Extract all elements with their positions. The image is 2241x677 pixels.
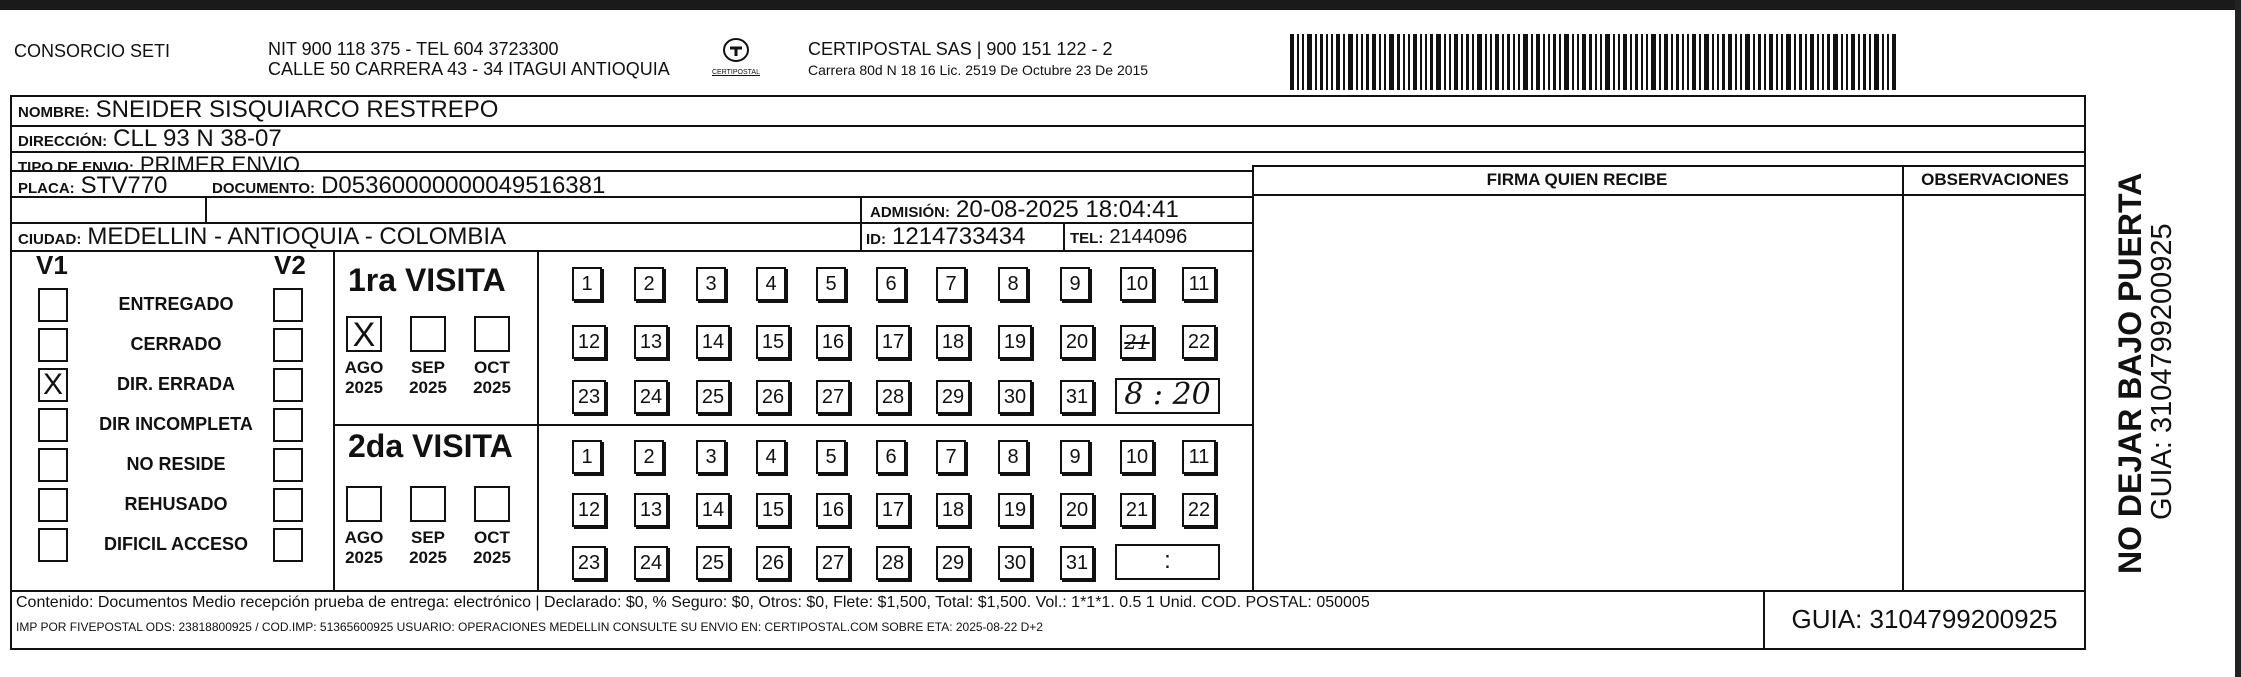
visit2-day-cell[interactable]: 27 bbox=[816, 546, 850, 580]
visit1-day-cell[interactable]: 18 bbox=[936, 325, 970, 359]
visit2-year-label: 2025 bbox=[473, 548, 511, 567]
visit1-day-cell[interactable]: 22 bbox=[1182, 325, 1216, 359]
visit2-day-cell[interactable]: 1 bbox=[572, 440, 602, 474]
barcode bbox=[1290, 34, 1930, 90]
barcode-bar bbox=[1764, 34, 1766, 90]
v2-checkbox[interactable] bbox=[273, 328, 303, 362]
barcode-bar bbox=[1589, 34, 1592, 90]
nombre-row bbox=[18, 96, 498, 124]
visit1-day-cell[interactable]: 20 bbox=[1060, 325, 1094, 359]
visit1-day-cell[interactable]: 27 bbox=[816, 380, 850, 414]
v2-checkbox[interactable] bbox=[273, 488, 303, 522]
barcode-bar bbox=[1548, 34, 1550, 90]
barcode-bar bbox=[1348, 34, 1353, 90]
visit1-year-label: 2025 bbox=[473, 378, 511, 397]
barcode-bar bbox=[1436, 34, 1441, 90]
no-dejar-text: NO DEJAR BAJO PUERTA bbox=[2112, 172, 2148, 574]
visit2-day-cell[interactable]: 3 bbox=[696, 440, 726, 474]
barcode-bar bbox=[1518, 34, 1520, 90]
barcode-bar bbox=[1799, 34, 1802, 90]
barcode-bar bbox=[1320, 34, 1323, 90]
visit2-day-cell[interactable]: 16 bbox=[816, 493, 850, 527]
barcode-bar bbox=[1472, 34, 1474, 90]
visit1-day-cell[interactable]: 10 bbox=[1120, 267, 1154, 301]
status-reason-label: DIR. ERRADA bbox=[116, 374, 235, 394]
barcode-bar bbox=[1379, 34, 1381, 90]
visit1-time[interactable]: 8 : 20 bbox=[1115, 378, 1220, 414]
direccion-value: CLL 93 N 38-07 bbox=[113, 125, 282, 152]
barcode-bar bbox=[1502, 34, 1504, 90]
visit1-day-cell[interactable]: 5 bbox=[816, 267, 846, 301]
visit1-day-cell[interactable]: 21 bbox=[1120, 325, 1154, 359]
visit1-day-cell[interactable]: 13 bbox=[634, 325, 668, 359]
visit1-day-cell[interactable]: 11 bbox=[1182, 267, 1216, 301]
barcode-bar bbox=[1336, 34, 1340, 90]
status-reason-label: CERRADO bbox=[130, 334, 222, 354]
logo-mark-icon bbox=[721, 36, 751, 64]
barcode-bar bbox=[1851, 34, 1855, 90]
barcode-bar bbox=[1454, 34, 1458, 90]
visit1-day-cell[interactable]: 23 bbox=[572, 380, 606, 414]
visit2-day-cell[interactable]: 17 bbox=[876, 493, 910, 527]
admision-label: ADMISIÓN: bbox=[870, 204, 950, 221]
barcode-bar bbox=[1728, 34, 1732, 90]
visit2-day-cell[interactable]: 29 bbox=[936, 546, 970, 580]
barcode-bar bbox=[1887, 34, 1889, 90]
visit2-day-cell[interactable]: 23 bbox=[572, 546, 606, 580]
barcode-bar bbox=[1659, 34, 1661, 90]
visit1-month-label: OCT bbox=[474, 358, 510, 377]
barcode-bar bbox=[1397, 34, 1400, 90]
visit1-day-cell[interactable]: 6 bbox=[876, 267, 906, 301]
barcode-bar bbox=[1430, 34, 1433, 90]
visit2-day-cell[interactable]: 24 bbox=[634, 546, 668, 580]
barcode-bar bbox=[1892, 34, 1896, 90]
visit1-day-cell[interactable]: 14 bbox=[696, 325, 730, 359]
barcode-bar bbox=[1372, 34, 1376, 90]
barcode-bar bbox=[1577, 34, 1579, 90]
tel-value: 2144096 bbox=[1109, 226, 1188, 248]
visit2-year-label: 2025 bbox=[409, 548, 447, 567]
direccion-label: DIRECCIÓN: bbox=[18, 133, 108, 150]
visit2-year-label: 2025 bbox=[345, 548, 383, 567]
barcode-bar bbox=[1635, 34, 1638, 90]
contenido-line: Contenido: Documentos Medio recepción prueba de entrega: electrónico | Declarado: $0, % Seguro: $0, Otros: $0, Flete: $1,500, Total: $1,500. Vol.: 1*1*1. 0.5 1 Unid. COD. POSTAL: 050005 bbox=[16, 594, 1370, 611]
barcode-bar bbox=[1302, 34, 1304, 90]
barcode-bar bbox=[1564, 34, 1569, 90]
barcode-bar bbox=[1817, 34, 1819, 90]
visit2-day-cell[interactable]: 19 bbox=[998, 493, 1032, 527]
visit1-day-cell[interactable]: 7 bbox=[936, 267, 966, 301]
barcode-bar bbox=[1671, 34, 1673, 90]
barcode-bar bbox=[1543, 34, 1545, 90]
direccion-row bbox=[18, 125, 282, 153]
v2-checkbox[interactable] bbox=[273, 408, 303, 442]
visit2-day-cell[interactable]: 15 bbox=[756, 493, 790, 527]
barcode-bar bbox=[1389, 34, 1394, 90]
barcode-bar bbox=[1613, 34, 1615, 90]
visit1-day-cell[interactable]: 30 bbox=[998, 380, 1032, 414]
barcode-bar bbox=[1630, 34, 1632, 90]
visit1-day-cell[interactable]: 28 bbox=[876, 380, 910, 414]
barcode-bar bbox=[1425, 34, 1427, 90]
visit2-day-cell[interactable]: 25 bbox=[696, 546, 730, 580]
placa-label: PLACA: bbox=[18, 180, 75, 197]
barcode-bar bbox=[1805, 34, 1807, 90]
barcode-bar bbox=[1507, 34, 1510, 90]
visit2-day-cell[interactable]: 21 bbox=[1120, 493, 1154, 527]
barcode-bar bbox=[1769, 34, 1773, 90]
visit1-year-label: 2025 bbox=[409, 378, 447, 397]
visit1-day-cell[interactable]: 26 bbox=[756, 380, 790, 414]
status-reason-label: NO RESIDE bbox=[126, 454, 226, 474]
barcode-bar bbox=[1651, 34, 1656, 90]
visit2-day-cell[interactable]: 14 bbox=[696, 493, 730, 527]
nombre-label: NOMBRE: bbox=[18, 104, 90, 121]
certipostal-logo bbox=[705, 36, 767, 86]
visit1-title: 1ra VISITA bbox=[348, 262, 506, 298]
barcode-bar bbox=[1605, 34, 1610, 90]
barcode-bar bbox=[1403, 34, 1405, 90]
v1-checkbox[interactable]: X bbox=[38, 368, 68, 402]
visit2-day-cell[interactable]: 18 bbox=[936, 493, 970, 527]
barcode-bar bbox=[1712, 34, 1714, 90]
visit2-day-cell[interactable]: 10 bbox=[1120, 440, 1154, 474]
documento-value: D05360000000049516381 bbox=[321, 172, 606, 199]
barcode-bar bbox=[1600, 34, 1602, 90]
visit2-day-cell[interactable]: 13 bbox=[634, 493, 668, 527]
logo-text: CERTIPOSTAL bbox=[712, 69, 760, 76]
v1-checkbox[interactable] bbox=[38, 288, 68, 322]
barcode-bar bbox=[1745, 34, 1750, 90]
visit2-day-cell[interactable]: 7 bbox=[936, 440, 966, 474]
barcode-bar bbox=[1366, 34, 1369, 90]
visit1-year-label: 2025 bbox=[345, 378, 383, 397]
nombre-value: SNEIDER SISQUIARCO RESTREPO bbox=[95, 96, 499, 123]
barcode-bar bbox=[1822, 34, 1824, 90]
barcode-bar bbox=[1408, 34, 1410, 90]
v2-checkbox[interactable] bbox=[273, 448, 303, 482]
barcode-bar bbox=[1449, 34, 1451, 90]
barcode-bar bbox=[1553, 34, 1556, 90]
visit2-day-cell[interactable]: 26 bbox=[756, 546, 790, 580]
status-reason-label: DIR INCOMPLETA bbox=[99, 414, 253, 434]
visit2-month-label: AGO bbox=[344, 528, 384, 547]
barcode-bar bbox=[1786, 34, 1791, 90]
visit2-day-cell[interactable]: 6 bbox=[876, 440, 906, 474]
v2-checkbox[interactable] bbox=[273, 368, 303, 402]
barcode-bar bbox=[1531, 34, 1533, 90]
barcode-bar bbox=[1735, 34, 1737, 90]
barcode-bar bbox=[1513, 34, 1515, 90]
visit2-day-cell[interactable]: 12 bbox=[572, 493, 606, 527]
barcode-bar bbox=[1776, 34, 1778, 90]
visit2-day-cell[interactable]: 11 bbox=[1182, 440, 1216, 474]
id-label: ID: bbox=[866, 231, 886, 248]
visit2-day-cell[interactable]: 30 bbox=[998, 546, 1032, 580]
documento-row bbox=[212, 172, 605, 200]
barcode-bar bbox=[1641, 34, 1643, 90]
barcode-bar bbox=[1874, 34, 1879, 90]
visit1-day-cell[interactable]: 12 bbox=[572, 325, 606, 359]
ciudad-row bbox=[18, 223, 506, 251]
barcode-bar bbox=[1466, 34, 1469, 90]
barcode-bar bbox=[1444, 34, 1446, 90]
barcode-bar bbox=[1461, 34, 1463, 90]
barcode-bar bbox=[1682, 34, 1684, 90]
ciudad-value: MEDELLIN - ANTIOQUIA - COLOMBIA bbox=[87, 223, 507, 250]
visit1-day-cell[interactable]: 2 bbox=[634, 267, 664, 301]
observaciones-label: OBSERVACIONES bbox=[1921, 170, 2069, 189]
visit2-month-label: OCT bbox=[474, 528, 510, 547]
barcode-bar bbox=[1810, 34, 1814, 90]
visit2-day-cell[interactable]: 22 bbox=[1182, 493, 1216, 527]
visit2-day-cell[interactable]: 5 bbox=[816, 440, 846, 474]
visit1-day-cell[interactable]: 15 bbox=[756, 325, 790, 359]
visit2-month-checkbox[interactable] bbox=[474, 486, 510, 522]
barcode-bar bbox=[1676, 34, 1679, 90]
visit1-month-checkbox[interactable] bbox=[410, 316, 446, 352]
visit1-day-cell[interactable]: 24 bbox=[634, 380, 668, 414]
placa-row bbox=[18, 172, 167, 200]
v1-checkbox[interactable] bbox=[38, 528, 68, 562]
status-reason-label: DIFICIL ACCESO bbox=[103, 534, 248, 554]
visit1-month-label: SEP bbox=[410, 358, 446, 377]
observaciones-area[interactable] bbox=[1906, 198, 2084, 588]
address-line: CALLE 50 CARRERA 43 - 34 ITAGUI ANTIOQUIA bbox=[268, 59, 670, 79]
visit2-day-cell[interactable]: 9 bbox=[1060, 440, 1090, 474]
company-name: CONSORCIO SETI bbox=[14, 41, 171, 61]
barcode-bar bbox=[1290, 34, 1294, 90]
barcode-bar bbox=[1846, 34, 1848, 90]
barcode-bar bbox=[1794, 34, 1796, 90]
barcode-bar bbox=[1618, 34, 1620, 90]
v2-checkbox[interactable] bbox=[273, 288, 303, 322]
barcode-bar bbox=[1687, 34, 1689, 90]
barcode-bar bbox=[1833, 34, 1838, 90]
tel-label: TEL: bbox=[1070, 230, 1104, 247]
barcode-bar bbox=[1297, 34, 1299, 90]
barcode-bar bbox=[1307, 34, 1312, 90]
visit1-month-checkbox[interactable]: X bbox=[346, 316, 382, 352]
visit2-day-cell[interactable]: 4 bbox=[756, 440, 786, 474]
barcode-bar bbox=[1869, 34, 1871, 90]
visit1-day-cell[interactable]: 9 bbox=[1060, 267, 1090, 301]
barcode-bar bbox=[1623, 34, 1627, 90]
barcode-bar bbox=[1343, 34, 1345, 90]
visit2-month-checkbox[interactable] bbox=[410, 486, 446, 522]
id-row bbox=[866, 223, 1025, 251]
admision-row bbox=[870, 196, 1179, 224]
barcode-bar bbox=[1704, 34, 1709, 90]
barcode-bar bbox=[1331, 34, 1333, 90]
v1-checkbox[interactable] bbox=[38, 448, 68, 482]
visit1-month-checkbox[interactable] bbox=[474, 316, 510, 352]
visit2-title: 2da VISITA bbox=[348, 428, 513, 464]
visit1-day-cell[interactable]: 16 bbox=[816, 325, 850, 359]
barcode-bar bbox=[1572, 34, 1574, 90]
visit2-month-checkbox[interactable] bbox=[346, 486, 382, 522]
barcode-bar bbox=[1781, 34, 1783, 90]
visit1-month-label: AGO bbox=[344, 358, 384, 377]
right-edge-bar bbox=[2235, 0, 2241, 677]
v2-checkbox[interactable] bbox=[273, 528, 303, 562]
v1-label: V1 bbox=[36, 250, 68, 280]
visit2-day-cell[interactable]: 31 bbox=[1060, 546, 1094, 580]
visit1-day-cell[interactable]: 17 bbox=[876, 325, 910, 359]
placa-value: STV770 bbox=[80, 172, 168, 199]
barcode-bar bbox=[1664, 34, 1668, 90]
barcode-bar bbox=[1356, 34, 1358, 90]
barcode-bar bbox=[1485, 34, 1487, 90]
id-value: 1214733434 bbox=[892, 223, 1026, 250]
status-reason-label: REHUSADO bbox=[124, 494, 228, 514]
tel-row bbox=[1070, 226, 1187, 249]
barcode-bar bbox=[1582, 34, 1586, 90]
ciudad-label: CIUDAD: bbox=[18, 231, 82, 248]
barcode-bar bbox=[1559, 34, 1561, 90]
barcode-bar bbox=[1758, 34, 1761, 90]
documento-label: DOCUMENTO: bbox=[212, 180, 316, 197]
visit2-day-cell[interactable]: 28 bbox=[876, 546, 910, 580]
barcode-bar bbox=[1536, 34, 1540, 90]
barcode-bar bbox=[1882, 34, 1884, 90]
barcode-bar bbox=[1863, 34, 1866, 90]
visit1-day-cell[interactable]: 25 bbox=[696, 380, 730, 414]
barcode-bar bbox=[1827, 34, 1830, 90]
barcode-bar bbox=[1477, 34, 1482, 90]
barcode-bar bbox=[1722, 34, 1725, 90]
footer-guia: GUIA: 3104799200925 bbox=[1791, 604, 2058, 634]
visit1-day-cell[interactable]: 29 bbox=[936, 380, 970, 414]
barcode-bar bbox=[1420, 34, 1422, 90]
top-edge-bar bbox=[0, 0, 2241, 10]
barcode-bar bbox=[1692, 34, 1696, 90]
visit1-day-cell[interactable]: 19 bbox=[998, 325, 1032, 359]
barcode-bar bbox=[1699, 34, 1701, 90]
tipo-label: TIPO DE ENVIO: bbox=[18, 159, 134, 176]
license-line: Carrera 80d N 18 16 Lic. 2519 De Octubre 23 De 2015 bbox=[808, 62, 1149, 78]
visit2-day-cell[interactable]: 8 bbox=[998, 440, 1028, 474]
carrier-line: CERTIPOSTAL SAS | 900 151 122 - 2 bbox=[808, 39, 1113, 59]
firma-area[interactable] bbox=[1256, 198, 1900, 588]
v1-checkbox[interactable] bbox=[38, 488, 68, 522]
visit2-day-cell[interactable]: 20 bbox=[1060, 493, 1094, 527]
admision-value: 20-08-2025 18:04:41 bbox=[956, 196, 1179, 223]
v1-checkbox[interactable] bbox=[38, 408, 68, 442]
barcode-bar bbox=[1595, 34, 1597, 90]
barcode-bar bbox=[1326, 34, 1328, 90]
visit1-day-cell[interactable]: 3 bbox=[696, 267, 726, 301]
status-reason-label: ENTREGADO bbox=[118, 294, 234, 314]
side-guia-text: GUIA: 3104799200925 bbox=[2146, 223, 2178, 520]
barcode-bar bbox=[1858, 34, 1860, 90]
firma-label: FIRMA QUIEN RECIBE bbox=[1486, 170, 1668, 189]
visit2-month-label: SEP bbox=[410, 528, 446, 547]
barcode-bar bbox=[1413, 34, 1417, 90]
visit1-day-cell[interactable]: 4 bbox=[756, 267, 786, 301]
barcode-bar bbox=[1361, 34, 1363, 90]
barcode-bar bbox=[1490, 34, 1492, 90]
barcode-bar bbox=[1384, 34, 1386, 90]
visit1-day-cell[interactable]: 31 bbox=[1060, 380, 1094, 414]
v1-checkbox[interactable] bbox=[38, 328, 68, 362]
barcode-bar bbox=[1753, 34, 1755, 90]
barcode-bar bbox=[1646, 34, 1648, 90]
visit2-day-cell[interactable]: 2 bbox=[634, 440, 664, 474]
barcode-bar bbox=[1523, 34, 1528, 90]
visit1-day-cell[interactable]: 1 bbox=[572, 267, 602, 301]
imp-line: IMP POR FIVEPOSTAL ODS: 23818800925 / COD.IMP: 51365600925 USUARIO: OPERACIONES MEDELLIN CONSULTE SU ENVIO EN: CERTIPOSTAL.COM SOBRE ETA: 2025-08-22 D+2 bbox=[16, 620, 1043, 634]
nit-line: NIT 900 118 375 - TEL 604 3723300 bbox=[268, 39, 559, 59]
barcode-bar bbox=[1740, 34, 1742, 90]
visit2-time[interactable]: : bbox=[1115, 544, 1220, 580]
v2-label: V2 bbox=[274, 250, 306, 280]
visit1-day-cell[interactable]: 8 bbox=[998, 267, 1028, 301]
barcode-bar bbox=[1315, 34, 1317, 90]
barcode-bar bbox=[1717, 34, 1719, 90]
barcode-bar bbox=[1495, 34, 1499, 90]
barcode-bar bbox=[1841, 34, 1843, 90]
tipo-value: PRIMER ENVIO bbox=[139, 152, 300, 177]
